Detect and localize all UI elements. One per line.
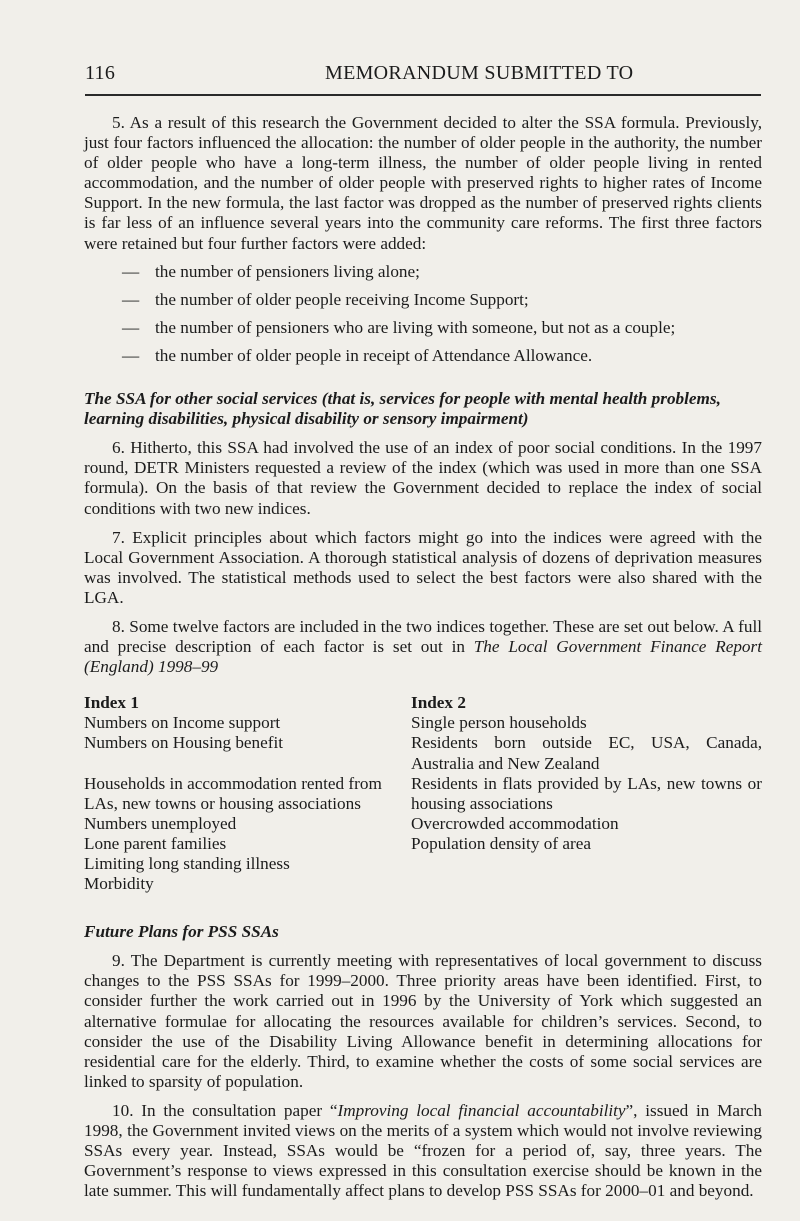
- section-heading-future-plans: Future Plans for PSS SSAs: [84, 922, 279, 942]
- header-rule: [85, 94, 761, 96]
- dash-mark: —: [122, 345, 140, 365]
- dash-mark: —: [122, 261, 140, 281]
- index-2-factor: Single person households: [411, 713, 587, 733]
- index-1-factor: Numbers on Housing benefit: [84, 733, 284, 753]
- list-item: — the number of pensioners who are living with someone, but not as a couple;: [122, 317, 676, 337]
- index-2-factor: [411, 854, 762, 874]
- index-1-factor: Limiting long standing illness: [84, 854, 290, 873]
- index-1-factor: Numbers unemployed: [84, 813, 237, 833]
- table-row: [84, 854, 762, 874]
- paragraph-10: 10. In the consultation paper “Improving local financial accountability”, issued in March 1998, the Government invited views on the merits of a system which would not involve reviewing SSAs every year. Instead, SSAs would be “frozen for a period of, say, three years. The Government’s response to views expressed in this consultation exercise should be known in the late summer. This will fundamentally affect plans to develop PSS SSAs for 2000–01 and beyond.: [84, 1100, 762, 1201]
- index-1-title: Index 1: [84, 693, 139, 713]
- page-body: [84, 113, 762, 1201]
- consultation-paper-title: Improving local financial accountability: [337, 1100, 626, 1120]
- indices-table: [84, 693, 762, 894]
- index-2-factor: Population density of area: [411, 833, 591, 853]
- table-row: [84, 774, 762, 814]
- index-1-factor: Lone parent families: [84, 833, 227, 853]
- indices-header-row: [84, 693, 762, 713]
- index-2-title: Index 2: [411, 693, 466, 713]
- index-2-factor: Residents born outside EC, USA, Canada, Australia and New Zealand: [411, 733, 762, 773]
- index-2-factor: Overcrowded accommodation: [411, 813, 619, 833]
- paragraph-7: 7. Explicit principles about which factors might go into the indices were agreed with the Local Government Association. A thorough statistical analysis of dozens of deprivation measures was involved. The statistical methods used to select the best factors were also shared with the LGA.: [84, 527, 762, 607]
- paragraph-8: 8. Some twelve factors are included in the two indices together. These are set out below. A full and precise description of each factor is set out in The Local Government Finance Report (England) 1998–99: [84, 616, 762, 677]
- page-number: 116: [85, 62, 116, 84]
- list-item: — the number of pensioners living alone;: [122, 261, 420, 281]
- table-row: [84, 874, 762, 894]
- running-title: MEMORANDUM SUBMITTED TO: [325, 62, 634, 84]
- table-row: [84, 733, 762, 773]
- index-2-factor: Residents in flats provided by LAs, new towns or housing associations: [411, 773, 762, 813]
- page-header: [85, 62, 760, 85]
- paragraph-6: 6. Hitherto, this SSA had involved the use of an index of poor social conditions. In the 1997 round, DETR Ministers requested a review of the index (which was used in more than one SSA formula). On the basis of that review the Government decided to replace the index of social conditions with two new indices.: [84, 438, 762, 518]
- table-row: [84, 713, 762, 733]
- paragraph-9: 9. The Department is currently meeting with representatives of local government to discuss changes to the PSS SSAs for 1999–2000. Three priority areas have been identified. First, to consider further the work carried out in 1996 by the University of York which suggested an alternative formulae for allocating the resources available for children’s services. Second, to consider the use of the Disability Living Allowance benefit in determining allocations for residential care for the elderly. Third, to examine whether the costs of some social services are linked to sparsity of population.: [84, 951, 762, 1091]
- index-1-factor: Morbidity: [84, 874, 154, 894]
- dash-mark: —: [122, 317, 140, 337]
- index-1-factor: Households in accommodation rented from LAs, new towns or housing associations: [84, 773, 382, 813]
- table-row: [84, 814, 762, 834]
- dash-mark: —: [122, 289, 140, 309]
- list-item: — the number of older people receiving Income Support;: [122, 289, 529, 309]
- section-heading-other-services: The SSA for other social services (that is, services for people with mental health problems, learning disabilities, physical disability or sensory impairment): [84, 389, 721, 429]
- report-title: The Local Government Finance Report (England) 1998–99: [84, 637, 762, 677]
- index-1-factor: Numbers on Income support: [84, 713, 281, 733]
- list-item: — the number of older people in receipt of Attendance Allowance.: [122, 345, 593, 365]
- factor-list: [84, 262, 762, 366]
- index-2-factor: [411, 874, 762, 894]
- paragraph-5: 5. As a result of this research the Government decided to alter the SSA formula. Previously, just four factors influenced the allocation: the number of older people in the authority, the number of older people who have a long-term illness, the number of older people living in rented accommodation, and the number of older people with preserved rights to higher rates of Income Support. In the new formula, the last factor was dropped as the number of preserved rights clients is far less of an influence several years into the community care reforms. The first three factors were retained but four further factors were added:: [84, 113, 762, 253]
- table-row: [84, 834, 762, 854]
